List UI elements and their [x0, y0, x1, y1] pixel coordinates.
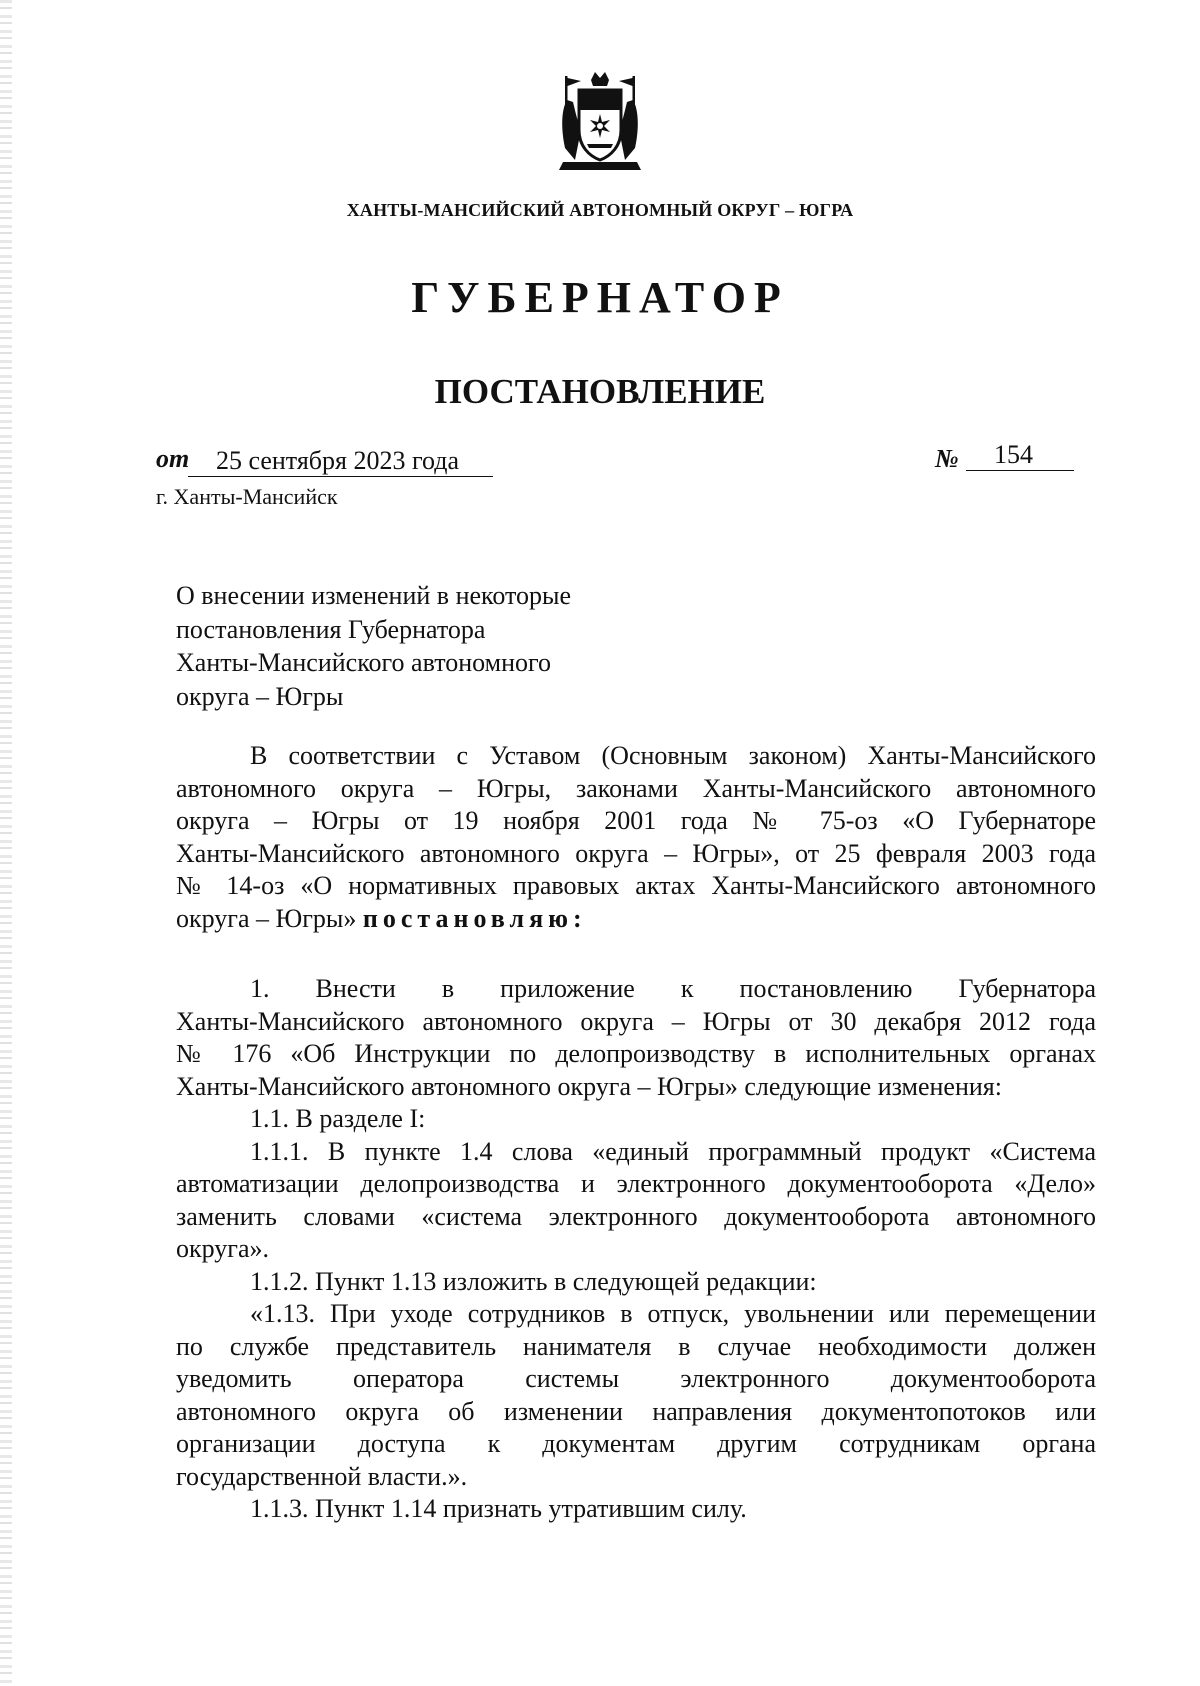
paragraph-line: уведомить оператора системы электронного документооборота	[176, 1364, 1096, 1393]
subject-line: постановления Губернатора	[176, 614, 486, 644]
preamble-last-text: округа – Югры»	[176, 903, 357, 933]
resolve-word: постановляю:	[362, 903, 587, 933]
authority-title: ГУБЕРНАТОР	[411, 273, 789, 322]
paragraph-line: 1.1.1. В пункте 1.4 слова «единый программный продукт «Система	[250, 1136, 1096, 1166]
paragraph-line: Ханты-Мансийского автономного округа – Югры» следующие изменения:	[176, 1071, 1002, 1101]
date-prefix: от	[156, 444, 190, 473]
subject-line: округа – Югры	[176, 681, 344, 711]
number-prefix: №	[935, 444, 959, 473]
paragraph-line: 1. Внести в приложение к постановлению Губернатора	[250, 974, 1096, 1003]
paragraph-line	[176, 903, 1096, 936]
paragraph-line: Ханты-Мансийского автономного округа – Югры», от 25 февраля 2003 года	[176, 838, 1096, 868]
paragraph-line: организации доступа к документам другим сотрудникам органа	[176, 1429, 1096, 1458]
paragraph-line: № 176 «Об Инструкции по делопроизводству в исполнительных органах	[176, 1039, 1096, 1068]
paragraph-line: В соответствии с Уставом (Основным законом) Ханты-Мансийского	[250, 741, 1096, 770]
paragraph-line: 1.1.2. Пункт 1.13 изложить в следующей редакции:	[250, 1266, 817, 1296]
paragraph-line: № 14-оз «О нормативных правовых актах Ханты-Мансийского автономного	[176, 871, 1096, 900]
paragraph-line: по службе представитель нанимателя в случае необходимости должен	[176, 1331, 1096, 1361]
document-city: г. Ханты-Мансийск	[156, 484, 338, 509]
paragraph-line: автономного округа – Югры, законами Ханты-Мансийского автономного	[176, 773, 1096, 803]
paragraph-line: заменить словами «система электронного документооборота автономного	[176, 1201, 1096, 1231]
document-type-title: ПОСТАНОВЛЕНИЕ	[434, 372, 766, 411]
paragraph-line: государственной власти.».	[176, 1461, 468, 1491]
paragraph-line: 1.1. В разделе I:	[250, 1104, 426, 1133]
clause-1-paragraph	[176, 973, 1096, 1298]
paragraph-line: «1.13. При уходе сотрудников в отпуск, увольнении или перемещении	[250, 1299, 1096, 1328]
paragraph-line: автономного округа об изменении направления документопотоков или	[176, 1396, 1096, 1426]
subject-line: Ханты-Мансийского автономного	[176, 648, 552, 677]
document-number: 154	[966, 440, 1074, 471]
paragraph-line: Ханты-Мансийского автономного округа – Югры от 30 декабря 2012 года	[176, 1006, 1096, 1036]
paragraph-line: 1.1.3. Пункт 1.14 признать утратившим силу.	[250, 1494, 747, 1523]
paragraph-line: округа – Югры от 19 ноября 2001 года № 75-оз «О Губернаторе	[176, 806, 1096, 835]
document-date: 25 сентября 2023 года	[188, 446, 493, 477]
region-header: ХАНТЫ-МАНСИЙСКИЙ АВТОНОМНЫЙ ОКРУГ – ЮГРА	[346, 200, 854, 220]
scan-edge	[0, 0, 12, 1686]
clause-1-1-2-text	[176, 1298, 1096, 1526]
preamble-paragraph	[176, 740, 1096, 935]
paragraph-line: округа».	[176, 1234, 269, 1263]
paragraph-line: автоматизации делопроизводства и электронного документооборота «Дело»	[176, 1169, 1096, 1198]
coat-of-arms-emblem	[555, 70, 645, 172]
document-subject	[176, 579, 571, 713]
subject-line: О внесении изменений в некоторые	[176, 581, 572, 610]
